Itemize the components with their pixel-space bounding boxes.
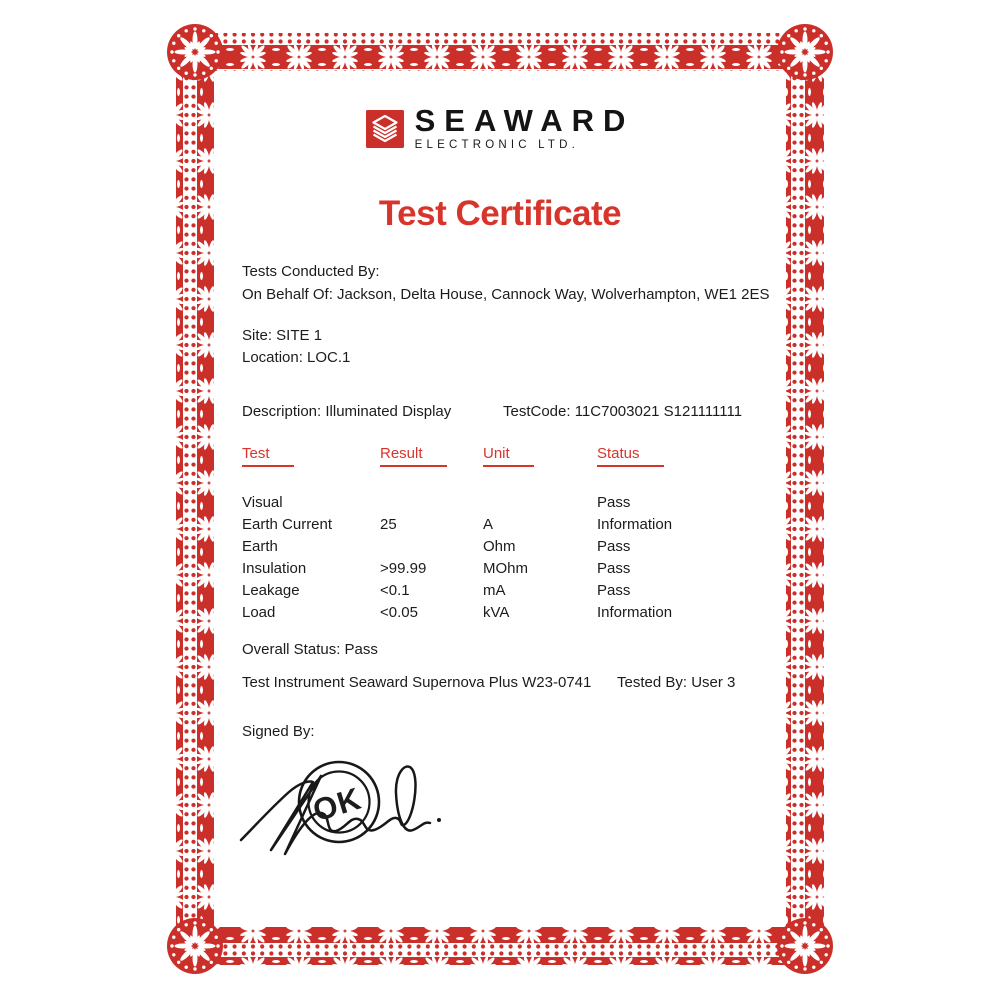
test-instrument-line: Test Instrument Seaward Supernova Plus W23-0741 bbox=[242, 674, 592, 691]
cell-result: >99.99 bbox=[380, 560, 427, 577]
cell-status: Pass bbox=[597, 538, 631, 555]
signed-by-label: Signed By: bbox=[242, 723, 315, 740]
description-line: Description: Illuminated Display bbox=[242, 403, 452, 420]
header-test: Test bbox=[242, 445, 380, 467]
testcode-line: TestCode: 11C7003021 S121111111 bbox=[503, 403, 743, 420]
cell-test: Visual bbox=[242, 494, 283, 511]
cell-test: Leakage bbox=[242, 582, 300, 599]
cell-result bbox=[380, 536, 483, 558]
cell-status: Pass bbox=[597, 560, 631, 577]
cell-test: Earth Current bbox=[242, 516, 333, 533]
cell-result bbox=[380, 492, 483, 514]
brand-name: SEAWARD bbox=[414, 103, 635, 138]
table-row bbox=[242, 514, 767, 536]
table-row bbox=[242, 492, 767, 514]
header-result: Result bbox=[380, 445, 483, 467]
seaward-logo-icon bbox=[366, 110, 404, 148]
cell-result: <0.05 bbox=[380, 604, 418, 621]
cell-test: Load bbox=[242, 604, 276, 621]
table-row bbox=[242, 558, 767, 580]
cell-result: 25 bbox=[380, 516, 397, 533]
table-row bbox=[242, 602, 767, 624]
table-row bbox=[242, 580, 767, 602]
cell-result: <0.1 bbox=[380, 582, 410, 599]
results-table-body bbox=[242, 492, 767, 624]
cell-unit: kVA bbox=[483, 604, 510, 621]
site-line: Site: SITE 1 bbox=[242, 327, 323, 344]
header-unit: Unit bbox=[483, 445, 597, 467]
cell-status: Information bbox=[597, 604, 673, 621]
results-table-header bbox=[242, 445, 767, 467]
table-row bbox=[242, 536, 767, 558]
cell-unit bbox=[483, 492, 597, 514]
tested-by-line: Tested By: User 3 bbox=[617, 674, 736, 691]
cell-test: Insulation bbox=[242, 560, 307, 577]
brand-subtitle: ELECTRONIC LTD. bbox=[414, 139, 580, 151]
on-behalf-of-line: On Behalf Of: Jackson, Delta House, Cannock Way, Wolverhampton, WE1 2ES bbox=[242, 286, 770, 303]
cell-status: Pass bbox=[597, 494, 631, 511]
overall-status-line: Overall Status: Pass bbox=[242, 641, 378, 658]
signature bbox=[233, 742, 453, 867]
signature-dot bbox=[437, 818, 441, 822]
stamp-ok-text: OK bbox=[308, 780, 366, 829]
tests-conducted-by-label: Tests Conducted By: bbox=[242, 263, 380, 280]
location-line: Location: LOC.1 bbox=[242, 349, 351, 366]
cell-test: Earth bbox=[242, 538, 278, 555]
seaward-logo bbox=[0, 103, 1000, 151]
cell-status: Pass bbox=[597, 582, 631, 599]
certificate-title: Test Certificate bbox=[378, 194, 622, 233]
cell-unit: A bbox=[483, 516, 494, 533]
cell-unit: Ohm bbox=[483, 538, 516, 555]
cell-unit: mA bbox=[483, 582, 506, 599]
cell-unit: MOhm bbox=[483, 560, 528, 577]
cell-status: Information bbox=[597, 516, 673, 533]
header-status: Status bbox=[597, 445, 767, 467]
